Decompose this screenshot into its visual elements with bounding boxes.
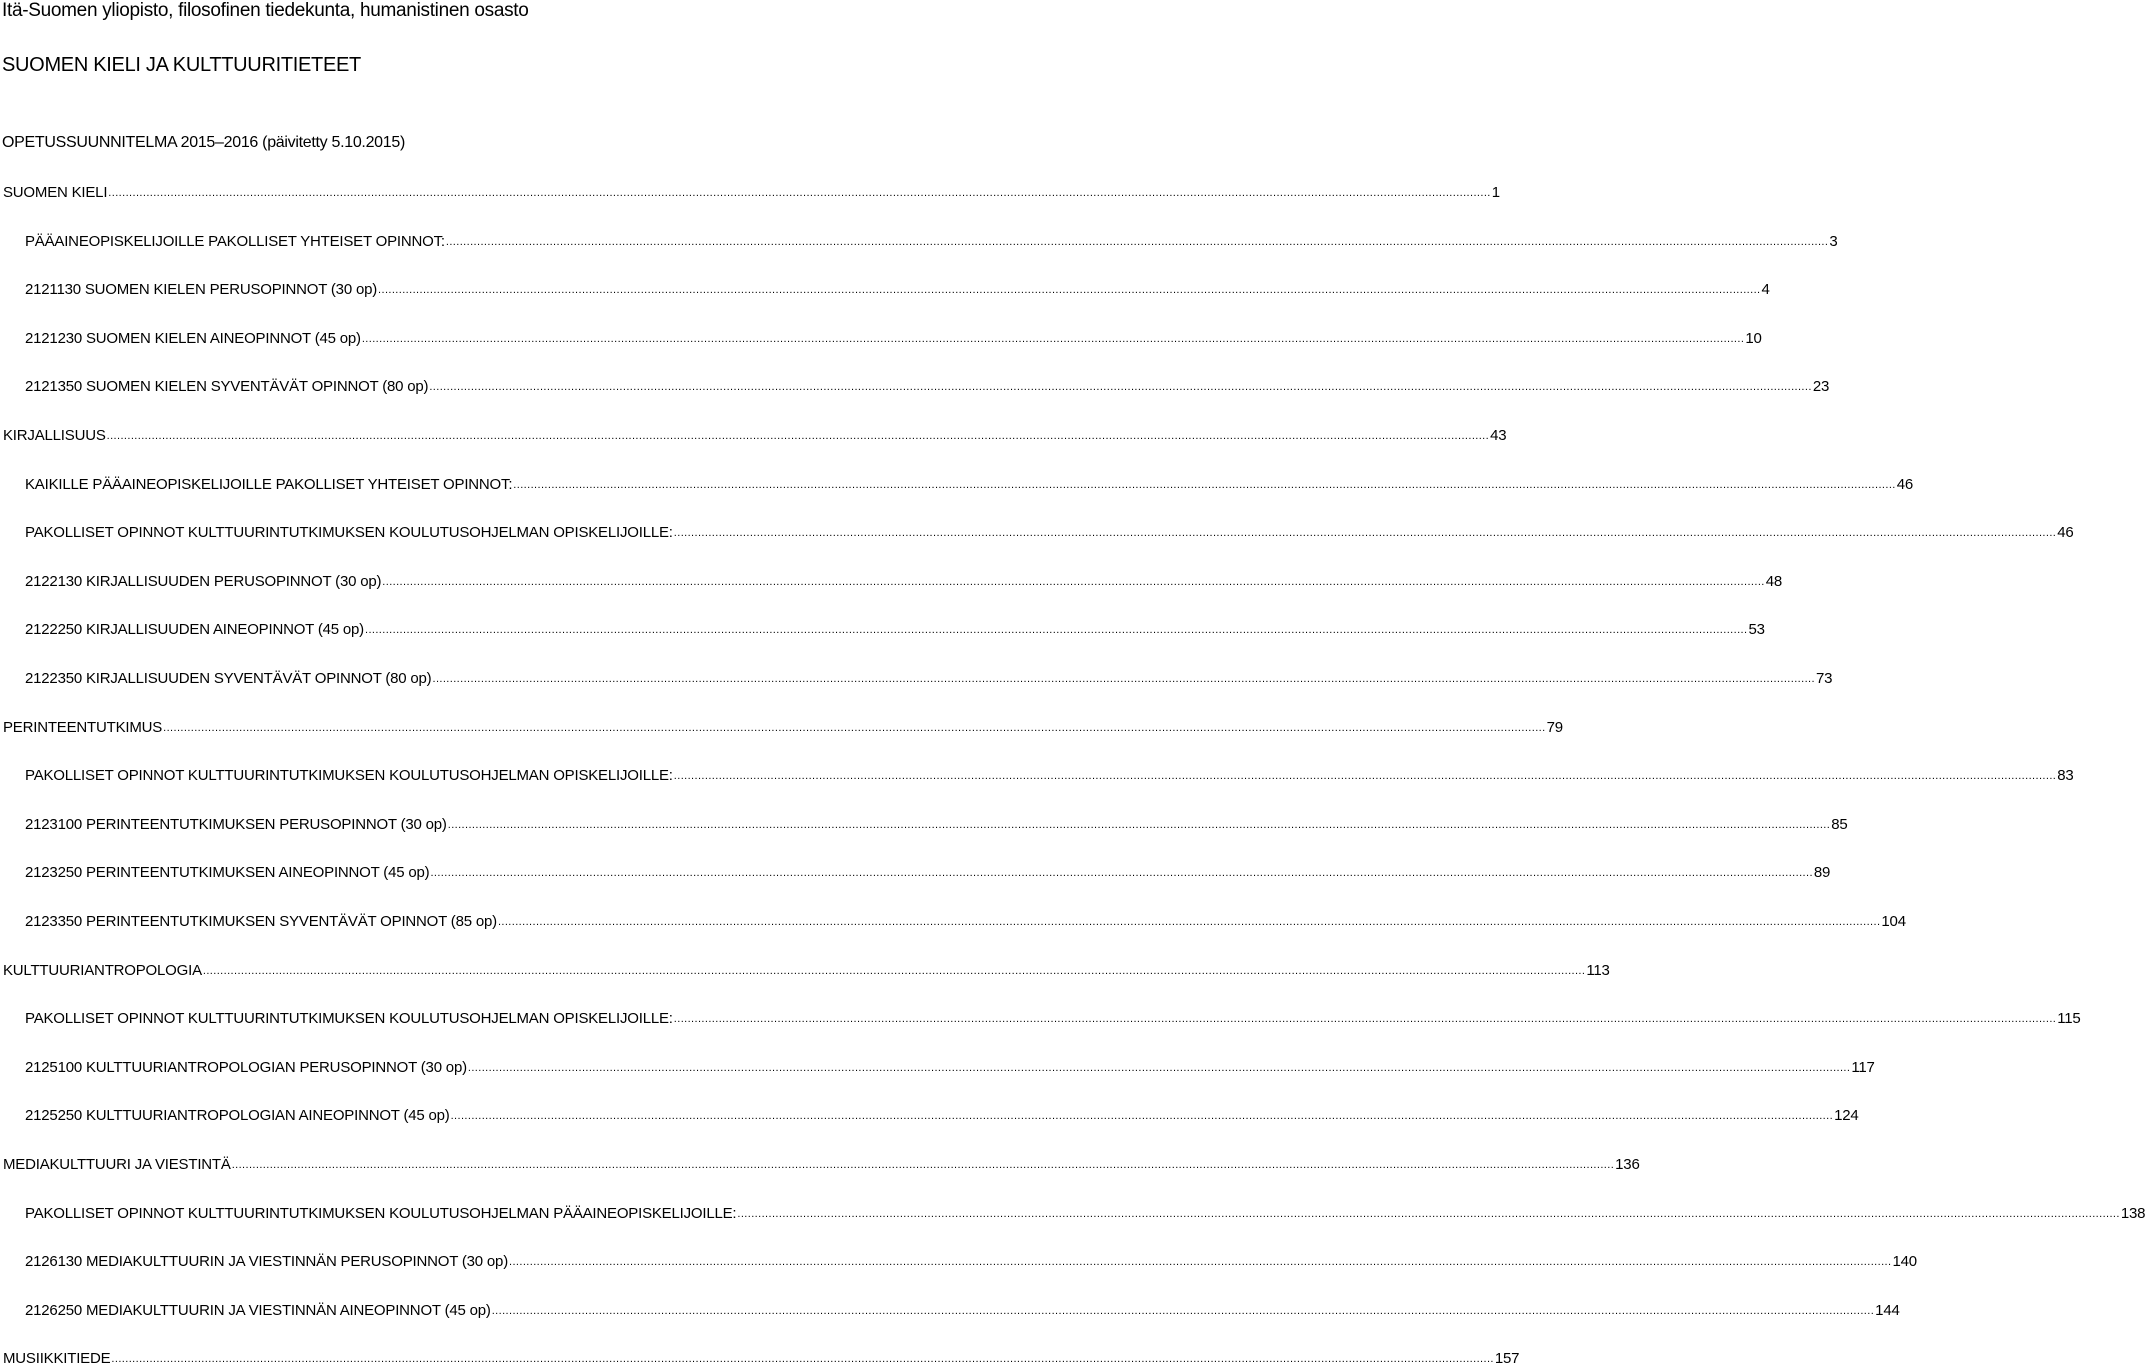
toc-subsection-entry[interactable] — [25, 567, 1783, 591]
toc-page-number: 117 — [1851, 1059, 1875, 1076]
toc-page-number: 46 — [1896, 476, 1914, 493]
toc-entry-title: MUSIIKKITIEDE — [3, 1350, 111, 1367]
toc-entry-title: PERINTEENTUTKIMUS — [3, 719, 163, 736]
toc-entry-title: PAKOLLISET OPINNOT KULTTUURINTUTKIMUKSEN KOULUTUSOHJELMAN OPISKELIJOILLE: — [25, 524, 673, 541]
toc-subsection-entry[interactable] — [25, 518, 2074, 542]
toc-subsection-entry[interactable] — [25, 1101, 1859, 1125]
toc-dot-leader: ................................................................................................................................................................................................................................................................................................................................................................................................................ — [430, 867, 1813, 879]
institution-heading: Itä-Suomen yliopisto, filosofinen tiedekunta, humanistinen osasto — [2, 0, 529, 21]
toc-dot-leader: ................................................................................................................................................................................................................................................................................................................................................................................................................ — [202, 965, 1586, 977]
toc-subsection-entry[interactable] — [25, 275, 1770, 299]
toc-dot-leader: ................................................................................................................................................................................................................................................................................................................................................................................................................ — [450, 1110, 1834, 1122]
toc-dot-leader: ................................................................................................................................................................................................................................................................................................................................................................................................................ — [447, 819, 1831, 831]
toc-dot-leader: ................................................................................................................................................................................................................................................................................................................................................................................................................ — [429, 381, 1812, 393]
toc-entry-title: PAKOLLISET OPINNOT KULTTUURINTUTKIMUKSEN KOULUTUSOHJELMAN OPISKELIJOILLE: — [25, 767, 673, 784]
toc-entry-title: SUOMEN KIELI — [3, 184, 108, 201]
toc-page-number: 140 — [1892, 1253, 1917, 1270]
toc-subsection-entry[interactable] — [25, 761, 2074, 785]
toc-dot-leader: ................................................................................................................................................................................................................................................................................................................................................................................................................ — [231, 1159, 1615, 1171]
toc-page-number: 83 — [2057, 767, 2074, 784]
toc-page-number: 48 — [1765, 573, 1783, 590]
toc-page-number: 46 — [2057, 524, 2074, 541]
toc-entry-title: 2126250 MEDIAKULTTUURIN JA VIESTINNÄN AINEOPINNOT (45 op) — [25, 1302, 491, 1319]
toc-page-number: 157 — [1494, 1350, 1520, 1367]
toc-subsection-entry[interactable] — [25, 227, 1838, 251]
toc-dot-leader: ................................................................................................................................................................................................................................................................................................................................................................................................................ — [509, 1256, 1892, 1268]
toc-page-number: 85 — [1831, 816, 1848, 833]
toc-dot-leader: ................................................................................................................................................................................................................................................................................................................................................................................................................ — [163, 722, 1546, 734]
toc-page-number: 104 — [1881, 913, 1906, 930]
toc-page-number: 73 — [1815, 670, 1833, 687]
subject-heading: SUOMEN KIELI JA KULTTUURITIETEET — [2, 54, 361, 76]
toc-dot-leader: ................................................................................................................................................................................................................................................................................................................................................................................................................ — [432, 673, 1815, 685]
toc-dot-leader: ................................................................................................................................................................................................................................................................................................................................................................................................................ — [491, 1305, 1875, 1317]
toc-page-number: 3 — [1829, 233, 1838, 250]
toc-subsection-entry[interactable] — [25, 1247, 1917, 1271]
toc-entry-title: 2122350 KIRJALLISUUDEN SYVENTÄVÄT OPINNOT (80 op) — [25, 670, 432, 687]
toc-subsection-entry[interactable] — [25, 1004, 2081, 1028]
toc-dot-leader: ................................................................................................................................................................................................................................................................................................................................................................................................................ — [445, 236, 1829, 248]
toc-entry-title: KULTTUURIANTROPOLOGIA — [3, 962, 202, 979]
toc-entry-title: KIRJALLISUUS — [3, 427, 106, 444]
toc-page-number: 4 — [1761, 281, 1770, 298]
toc-entry-title: KAIKILLE PÄÄAINEOPISKELIJOILLE PAKOLLISET YHTEISET OPINNOT: — [25, 476, 513, 493]
toc-dot-leader: ................................................................................................................................................................................................................................................................................................................................................................................................................ — [364, 624, 1748, 636]
toc-entry-title: 2121350 SUOMEN KIELEN SYVENTÄVÄT OPINNOT (80 op) — [25, 378, 429, 395]
toc-entry-title: 2123350 PERINTEENTUTKIMUKSEN SYVENTÄVÄT OPINNOT (85 op) — [25, 913, 497, 930]
toc-page-number: 53 — [1748, 621, 1765, 638]
toc-dot-leader: ................................................................................................................................................................................................................................................................................................................................................................................................................ — [106, 430, 1490, 442]
curriculum-heading: OPETUSSUUNNITELMA 2015–2016 (päivitetty 5.10.2015) — [2, 134, 405, 151]
toc-page-number: 115 — [2057, 1010, 2081, 1027]
toc-dot-leader: ................................................................................................................................................................................................................................................................................................................................................................................................................ — [382, 576, 1765, 588]
toc-subsection-entry[interactable] — [25, 470, 1914, 494]
toc-subsection-entry[interactable] — [25, 664, 1833, 688]
toc-entry-title: 2123100 PERINTEENTUTKIMUKSEN PERUSOPINNOT (30 op) — [25, 816, 447, 833]
toc-section-entry[interactable] — [3, 421, 1507, 445]
toc-page-number: 23 — [1812, 378, 1830, 395]
toc-subsection-entry[interactable] — [25, 1296, 1900, 1320]
toc-section-entry[interactable] — [3, 1150, 1640, 1174]
toc-subsection-entry[interactable] — [25, 907, 1906, 931]
toc-page-number: 10 — [1745, 330, 1762, 347]
toc-entry-title: PAKOLLISET OPINNOT KULTTUURINTUTKIMUKSEN KOULUTUSOHJELMAN OPISKELIJOILLE: — [25, 1010, 673, 1027]
toc-section-entry[interactable] — [3, 1344, 1520, 1368]
toc-dot-leader: ................................................................................................................................................................................................................................................................................................................................................................................................................ — [378, 284, 1761, 296]
toc-subsection-entry[interactable] — [25, 1199, 2145, 1223]
toc-entry-title: 2121130 SUOMEN KIELEN PERUSOPINNOT (30 op) — [25, 281, 378, 298]
toc-subsection-entry[interactable] — [25, 372, 1830, 396]
toc-section-entry[interactable] — [3, 713, 1563, 737]
toc-page-number: 89 — [1813, 864, 1831, 881]
toc-dot-leader: ................................................................................................................................................................................................................................................................................................................................................................................................................ — [467, 1062, 1851, 1074]
toc-entry-title: 2121230 SUOMEN KIELEN AINEOPINNOT (45 op) — [25, 330, 361, 347]
toc-subsection-entry[interactable] — [25, 858, 1831, 882]
toc-page-number: 144 — [1875, 1302, 1900, 1319]
toc-dot-leader: ................................................................................................................................................................................................................................................................................................................................................................................................................ — [497, 916, 1881, 928]
toc-page-number: 124 — [1834, 1107, 1859, 1124]
toc-dot-leader: ................................................................................................................................................................................................................................................................................................................................................................................................................ — [673, 527, 2057, 539]
toc-entry-title: 2122250 KIRJALLISUUDEN AINEOPINNOT (45 op) — [25, 621, 364, 638]
toc-entry-title: 2123250 PERINTEENTUTKIMUKSEN AINEOPINNOT (45 op) — [25, 864, 430, 881]
toc-section-entry[interactable] — [3, 956, 1610, 980]
toc-page-number: 79 — [1546, 719, 1563, 736]
toc-entry-title: 2126130 MEDIAKULTTUURIN JA VIESTINNÄN PERUSOPINNOT (30 op) — [25, 1253, 508, 1270]
toc-dot-leader: ................................................................................................................................................................................................................................................................................................................................................................................................................ — [673, 1013, 2057, 1025]
toc-subsection-entry[interactable] — [25, 615, 1765, 639]
toc-dot-leader: ................................................................................................................................................................................................................................................................................................................................................................................................................ — [111, 1353, 1494, 1365]
toc-entry-title: MEDIAKULTTUURI JA VIESTINTÄ — [3, 1156, 231, 1173]
toc-dot-leader: ................................................................................................................................................................................................................................................................................................................................................................................................................ — [673, 770, 2057, 782]
toc-entry-title: PAKOLLISET OPINNOT KULTTUURINTUTKIMUKSEN KOULUTUSOHJELMAN PÄÄAINEOPISKELIJOILLE: — [25, 1205, 737, 1222]
toc-dot-leader: ................................................................................................................................................................................................................................................................................................................................................................................................................ — [361, 333, 1745, 345]
toc-section-entry[interactable] — [3, 178, 1500, 202]
toc-page-number: 43 — [1490, 427, 1507, 444]
toc-page-number: 136 — [1615, 1156, 1640, 1173]
toc-dot-leader: ................................................................................................................................................................................................................................................................................................................................................................................................................ — [737, 1208, 2120, 1220]
toc-page-number: 113 — [1586, 962, 1610, 979]
toc-entry-title: 2125250 KULTTUURIANTROPOLOGIAN AINEOPINNOT (45 op) — [25, 1107, 450, 1124]
toc-page-number: 138 — [2120, 1205, 2145, 1222]
toc-dot-leader: ................................................................................................................................................................................................................................................................................................................................................................................................................ — [513, 479, 1896, 491]
toc-subsection-entry[interactable] — [25, 1053, 1875, 1077]
toc-entry-title: PÄÄAINEOPISKELIJOILLE PAKOLLISET YHTEISET OPINNOT: — [25, 233, 445, 250]
toc-subsection-entry[interactable] — [25, 324, 1762, 348]
toc-entry-title: 2125100 KULTTUURIANTROPOLOGIAN PERUSOPINNOT (30 op) — [25, 1059, 467, 1076]
toc-entry-title: 2122130 KIRJALLISUUDEN PERUSOPINNOT (30 op) — [25, 573, 382, 590]
toc-page-number: 1 — [1491, 184, 1500, 201]
toc-dot-leader: ................................................................................................................................................................................................................................................................................................................................................................................................................ — [108, 187, 1491, 199]
toc-subsection-entry[interactable] — [25, 810, 1848, 834]
